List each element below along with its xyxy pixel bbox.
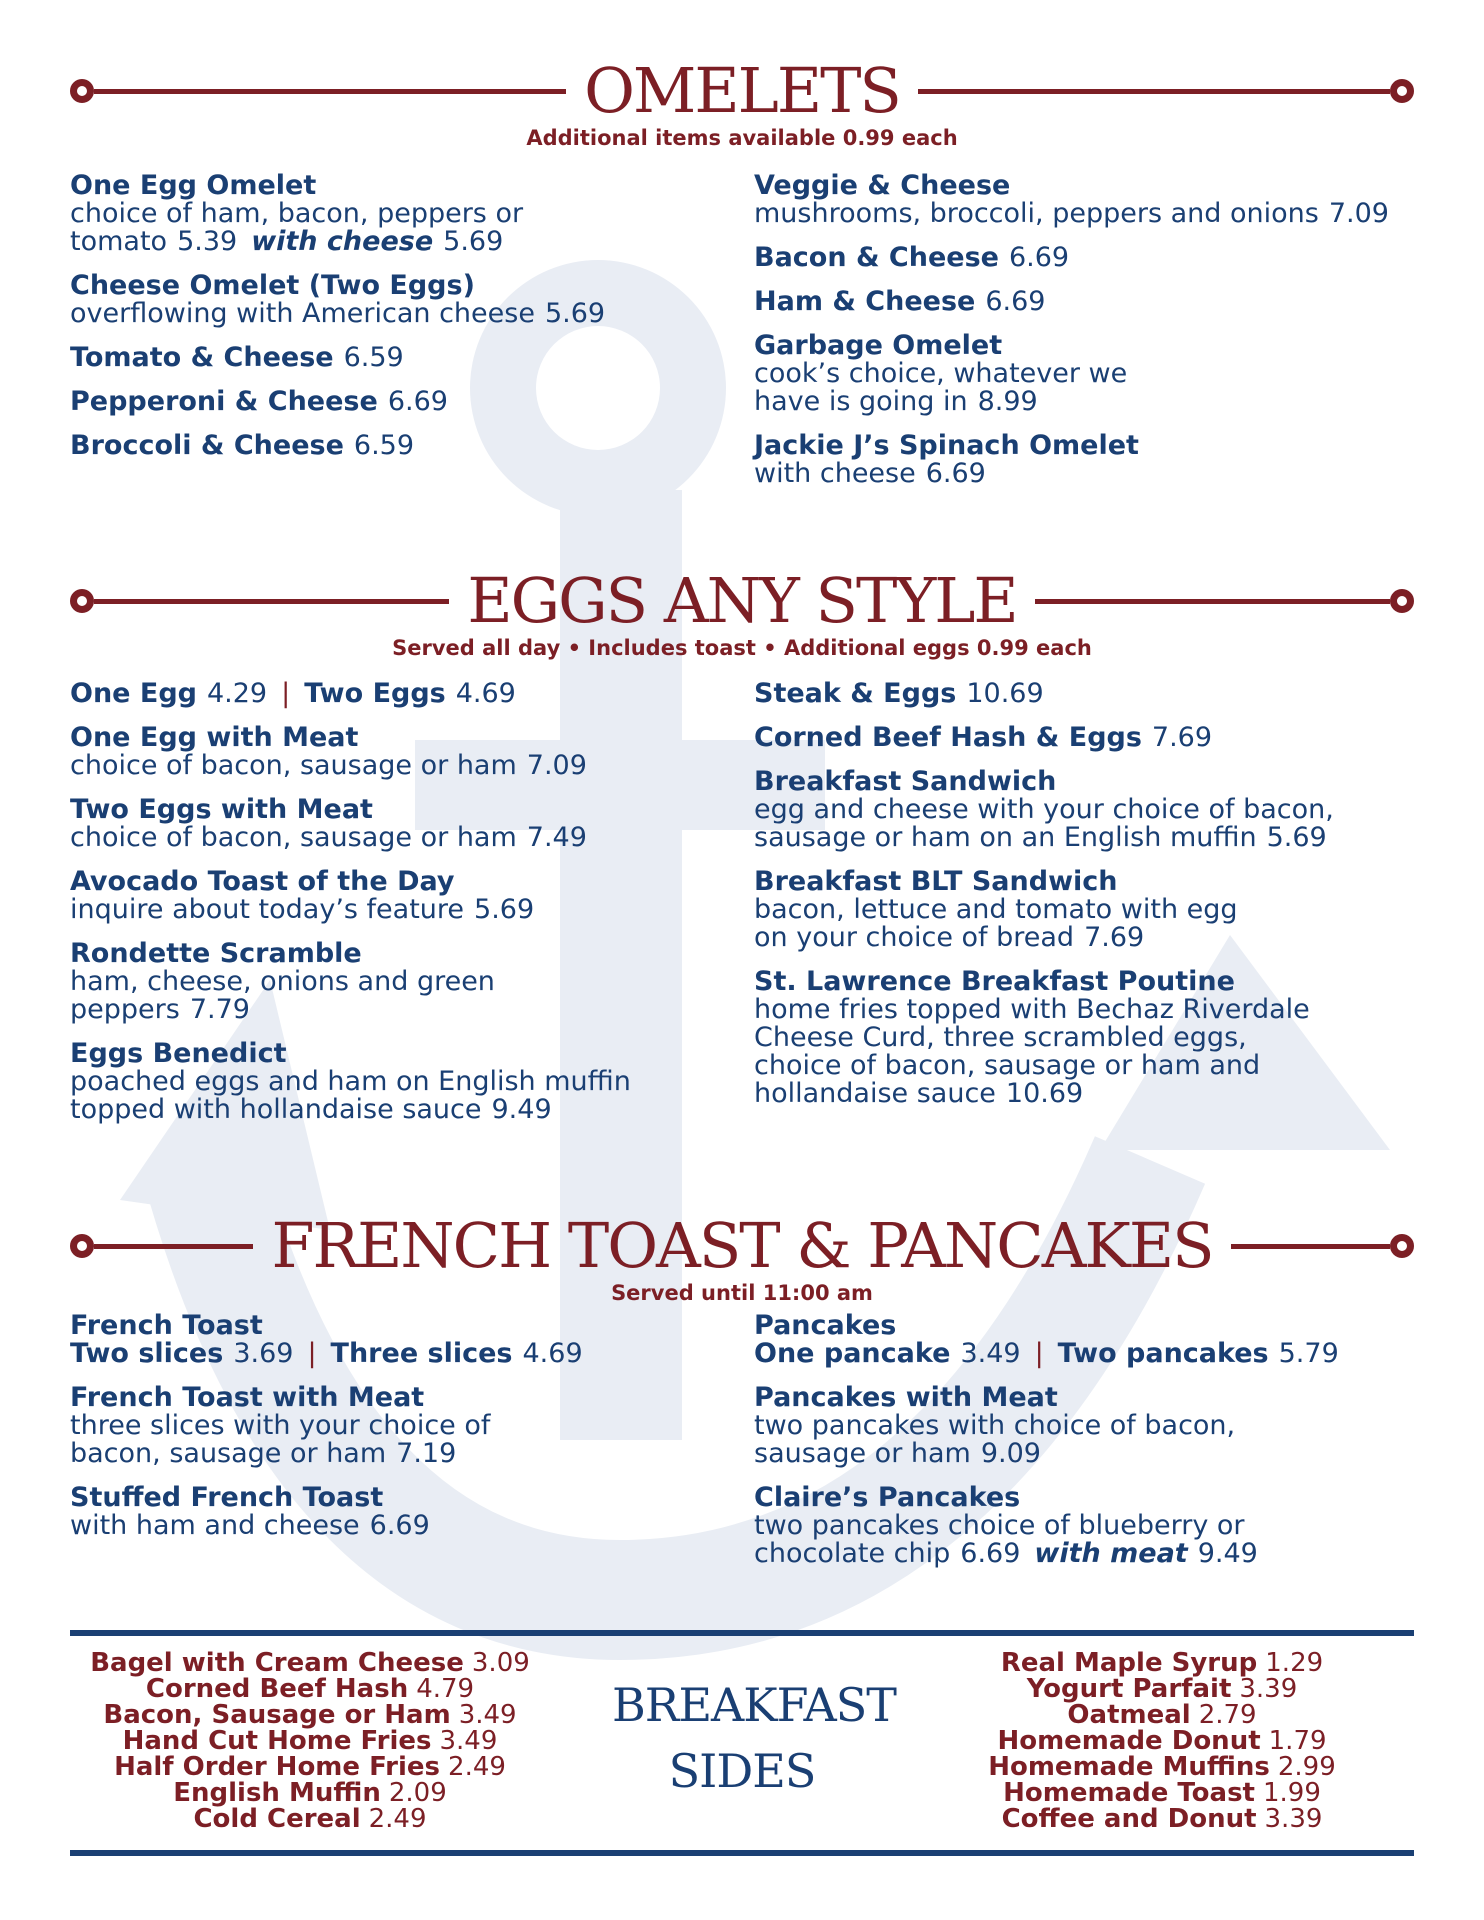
item-desc: inquire about today’s feature <box>70 894 465 925</box>
item-option: Two pancakes <box>1057 1338 1269 1369</box>
item-name: Rondette Scramble <box>70 938 362 969</box>
item-extra-price: 5.69 <box>443 226 504 257</box>
item-name: Two Eggs <box>304 678 446 709</box>
item-name: Claire’s Pancakes <box>754 1482 1021 1513</box>
ring-icon <box>70 1234 94 1258</box>
item-option: Three slices <box>330 1338 513 1369</box>
menu-item <box>754 288 1394 316</box>
item-price: 6.69 <box>1008 242 1070 273</box>
item-name: Jackie J’s Spinach Omelet <box>754 430 1139 461</box>
side-item: Hand Cut Home Fries 3.49 <box>122 1726 498 1756</box>
sides-title <box>612 1672 896 1804</box>
item-price: 7.09 <box>1328 198 1389 229</box>
sides-title-line1: BREAKFAST <box>612 1678 896 1732</box>
item-price: 4.69 <box>455 678 516 709</box>
ring-icon <box>1390 1234 1414 1258</box>
sides-right-list <box>922 1650 1402 1832</box>
side-item: Yogurt Parfait 3.39 <box>1026 1674 1298 1704</box>
item-price: 5.69 <box>1266 822 1327 853</box>
item-name: French Toast <box>70 1310 263 1341</box>
item-desc: cook’s choice, whatever we have is going in <box>754 358 1128 417</box>
item-desc: two pancakes choice of blueberry or chocolate chip <box>754 1510 1245 1569</box>
menu-item <box>754 1384 1394 1468</box>
side-item: Oatmeal 2.79 <box>1067 1700 1257 1730</box>
item-name: Eggs Benedict <box>70 1038 287 1069</box>
item-name: Two Eggs with Meat <box>70 794 373 825</box>
item-name: Cheese Omelet (Two Eggs) <box>70 270 475 301</box>
menu-item <box>754 768 1394 852</box>
item-name: Avocado Toast of the Day <box>70 866 455 897</box>
item-option: One pancake <box>754 1338 951 1369</box>
menu-item <box>754 968 1394 1108</box>
eggs-right-column <box>754 680 1394 1124</box>
item-name: Breakfast BLT Sandwich <box>754 866 1118 897</box>
menu-item <box>70 432 710 460</box>
menu-item <box>70 940 710 1024</box>
omelets-title: OMELETS <box>584 54 900 127</box>
item-price: 9.49 <box>491 1094 552 1125</box>
omelets-header <box>70 54 1414 150</box>
item-extra-price: 9.49 <box>1197 1538 1258 1569</box>
french-title: FRENCH TOAST & PANCAKES <box>271 1209 1213 1282</box>
ring-icon <box>1390 589 1414 613</box>
item-name: Pancakes with Meat <box>754 1382 1058 1413</box>
menu-item <box>70 172 710 256</box>
menu-item <box>754 432 1394 488</box>
item-name: Breakfast Sandwich <box>754 766 1057 797</box>
menu-item <box>70 272 710 328</box>
item-name: Veggie & Cheese <box>754 170 1011 201</box>
item-price: 6.59 <box>353 430 415 461</box>
menu-item <box>70 344 710 372</box>
item-price: 6.69 <box>985 286 1046 317</box>
item-desc: with ham and cheese <box>70 1510 360 1541</box>
french-left-column <box>70 1312 710 1556</box>
item-desc: ham, cheese, onions and green peppers <box>70 966 495 1025</box>
item-option: Two slices <box>70 1338 224 1369</box>
item-price: 7.69 <box>1084 922 1145 953</box>
item-desc: poached eggs and ham on English muffin topped with hollandaise sauce <box>70 1066 631 1125</box>
item-desc: mushrooms, broccoli, peppers and onions <box>754 198 1319 229</box>
item-price: 10.69 <box>966 678 1044 709</box>
sides-top-rule <box>70 1630 1414 1636</box>
item-name: Broccoli & Cheese <box>70 430 344 461</box>
side-item: Real Maple Syrup 1.29 <box>1000 1648 1324 1678</box>
item-name: Steak & Eggs <box>754 678 957 709</box>
menu-item <box>754 244 1394 272</box>
sides-left-list <box>70 1650 550 1832</box>
item-price: 7.19 <box>396 1438 457 1469</box>
menu-item <box>70 796 710 852</box>
item-name: Pancakes <box>754 1310 897 1341</box>
menu-item <box>754 172 1394 228</box>
item-price: 6.59 <box>343 342 404 373</box>
item-price: 9.09 <box>980 1438 1041 1469</box>
item-name: Bacon & Cheese <box>754 242 999 273</box>
omelets-right-column <box>754 172 1394 504</box>
eggs-subtitle: Served all day • Includes toast • Additional eggs 0.99 each <box>392 636 1092 660</box>
item-desc: three slices with your choice of bacon, sausage or ham <box>70 1410 491 1469</box>
menu-item <box>70 1484 710 1540</box>
item-price: 4.69 <box>522 1338 583 1369</box>
item-name: Ham & Cheese <box>754 286 976 317</box>
menu-item: Pancakes One pancake 3.49 | Two pancakes 5.79 <box>754 1312 1394 1368</box>
side-item: Bagel with Cream Cheese 3.09 <box>90 1648 530 1678</box>
french-header <box>70 1209 1414 1305</box>
menu-item <box>70 388 710 416</box>
item-price: 5.69 <box>544 298 606 329</box>
sides-title-line2: SIDES <box>668 1744 816 1798</box>
item-name: Stuffed French Toast <box>70 1482 384 1513</box>
item-desc: home fries topped with Bechaz Riverdale Cheese Curd, three scrambled eggs, choice of bacon, sausage or ham and hollandaise sauce <box>754 994 1310 1109</box>
item-name: Tomato & Cheese <box>70 342 334 373</box>
item-name: Corned Beef Hash & Eggs <box>754 722 1142 753</box>
menu-item <box>754 1484 1394 1568</box>
menu-item <box>70 724 710 780</box>
eggs-header <box>70 564 1414 660</box>
side-item: Half Order Home Fries 2.49 <box>114 1752 506 1782</box>
item-price: 5.39 <box>177 226 238 257</box>
item-desc: choice of ham, bacon, peppers or tomato <box>70 198 524 257</box>
item-desc: choice of bacon, sausage or ham <box>70 750 517 781</box>
menu-item <box>754 332 1394 416</box>
side-item: Corned Beef Hash 4.79 <box>145 1674 475 1704</box>
item-price: 7.69 <box>1151 722 1213 753</box>
item-name: St. Lawrence Breakfast Poutine <box>754 966 1235 997</box>
menu-item <box>754 868 1394 952</box>
item-extra: with meat <box>1034 1538 1188 1569</box>
ring-icon <box>70 79 94 103</box>
item-desc: with cheese <box>754 458 916 489</box>
item-price: 6.69 <box>369 1510 430 1541</box>
item-price: 6.69 <box>387 386 448 417</box>
item-desc: egg and cheese with your choice of bacon, sausage or ham on an English muffin <box>754 794 1334 853</box>
item-desc: choice of bacon, sausage or ham <box>70 822 517 853</box>
side-item: Homemade Toast 1.99 <box>1003 1778 1321 1808</box>
menu-item: French Toast Two slices 3.69 | Three slices 4.69 <box>70 1312 710 1368</box>
item-price: 3.49 <box>960 1338 1021 1369</box>
sides-bottom-rule <box>70 1850 1414 1856</box>
item-name: Pepperoni & Cheese <box>70 386 378 417</box>
menu-item <box>754 680 1394 708</box>
item-name: Garbage Omelet <box>754 330 1003 361</box>
item-desc: bacon, lettuce and tomato with egg on your choice of bread <box>754 894 1238 953</box>
item-name: One Egg <box>70 678 197 709</box>
menu-item <box>70 1384 710 1468</box>
item-desc: overflowing with American cheese <box>70 298 535 329</box>
item-price: 7.79 <box>189 994 250 1025</box>
item-price: 7.49 <box>526 822 587 853</box>
menu-item <box>70 1040 710 1124</box>
item-desc: two pancakes with choice of bacon, sausage or ham <box>754 1410 1236 1469</box>
item-extra: with cheese <box>251 226 434 257</box>
ring-icon <box>1390 79 1414 103</box>
side-item: Cold Cereal 2.49 <box>193 1804 427 1834</box>
item-price: 7.09 <box>526 750 587 781</box>
item-price: 3.69 <box>233 1338 294 1369</box>
omelets-subtitle: Additional items available 0.99 each <box>526 126 958 150</box>
menu-item <box>754 724 1394 752</box>
side-item: Homemade Muffins 2.99 <box>988 1752 1336 1782</box>
item-price: 5.69 <box>474 894 535 925</box>
side-item: Bacon, Sausage or Ham 3.49 <box>103 1700 517 1730</box>
ring-icon <box>70 589 94 613</box>
item-name: One Egg Omelet <box>70 170 317 201</box>
menu-item <box>70 868 710 924</box>
item-price: 5.79 <box>1278 1338 1339 1369</box>
item-price: 8.99 <box>977 386 1038 417</box>
item-price: 6.69 <box>925 458 986 489</box>
side-item: Homemade Donut 1.79 <box>997 1726 1327 1756</box>
item-name: One Egg with Meat <box>70 722 359 753</box>
menu-item: One Egg 4.29 | Two Eggs 4.69 <box>70 678 516 709</box>
eggs-left-column <box>70 680 710 1140</box>
side-item: English Muffin 2.09 <box>173 1778 447 1808</box>
item-price: 4.29 <box>206 678 268 709</box>
french-subtitle: Served until 11:00 am <box>611 1281 873 1305</box>
french-right-column <box>754 1312 1394 1584</box>
item-price: 6.69 <box>960 1538 1021 1569</box>
omelets-left-column <box>70 172 710 476</box>
side-item: Coffee and Donut 3.39 <box>1001 1804 1323 1834</box>
item-price: 10.69 <box>1005 1078 1084 1109</box>
eggs-title: EGGS ANY STYLE <box>467 564 1017 637</box>
item-name: French Toast with Meat <box>70 1382 425 1413</box>
